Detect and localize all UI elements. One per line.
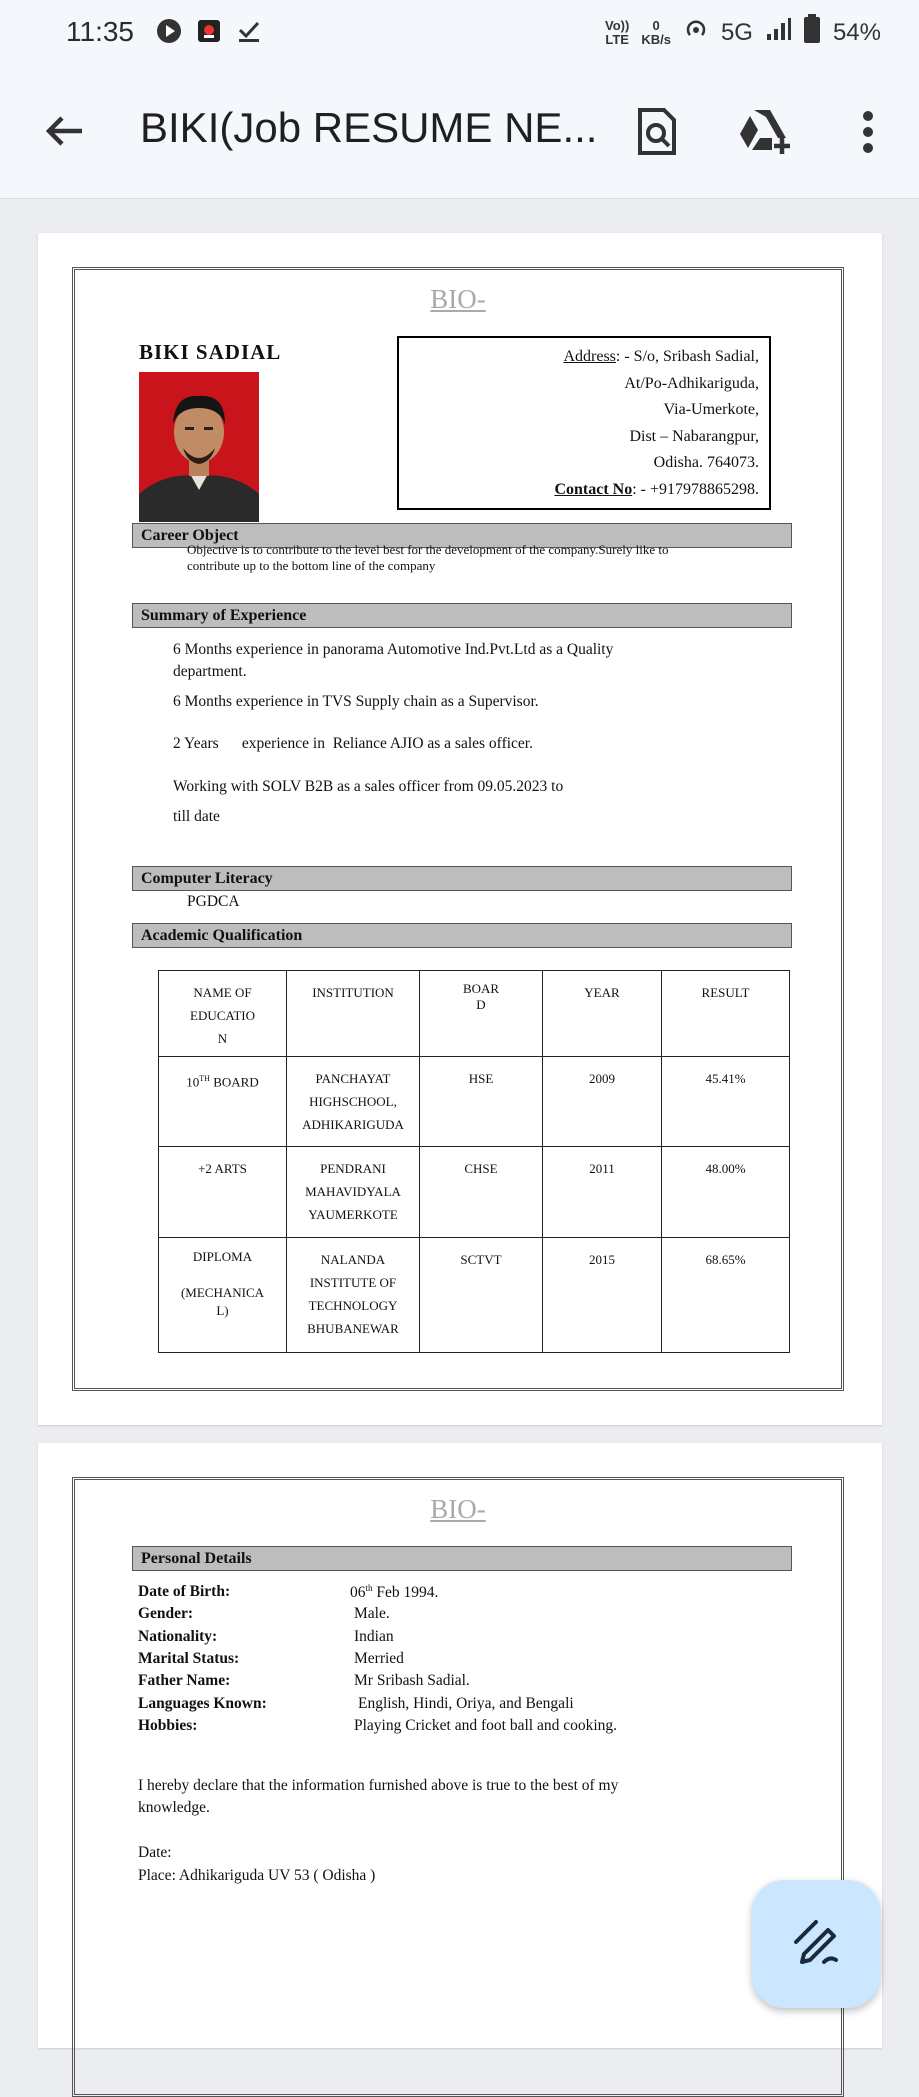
table-cell: +2 ARTS (159, 1147, 287, 1238)
address-line-3: Via-Umerkote, (663, 401, 759, 418)
app-toolbar (0, 68, 919, 199)
detail-row-dob: Date of Birth: 06th Feb 1994. (138, 1583, 439, 1602)
check-download-icon (236, 18, 262, 44)
table-row (159, 1057, 790, 1147)
academic-heading: Academic Qualification (132, 923, 792, 948)
document-title: BIKI(Job RESUME NE... (140, 104, 598, 151)
table-cell: HSE (420, 1057, 543, 1147)
back-arrow-icon[interactable] (42, 108, 88, 154)
detail-row-hobbies: Hobbies: Playing Cricket and foot ball and cooking. (138, 1717, 618, 1734)
date-label: Date: (138, 1844, 172, 1861)
declaration-text: I hereby declare that the information furnished above is true to the best of my knowledge. (138, 1777, 619, 1816)
address-line-2: At/Po-Adhikariguda, (624, 374, 759, 392)
experience-item-3: 2 Years experience in Reliance AJIO as a sales officer. (173, 735, 533, 752)
address-box (397, 336, 771, 510)
table-cell: 45.41% (662, 1057, 790, 1147)
status-time: 11:35 (66, 16, 134, 47)
profile-photo (139, 372, 259, 522)
status-right-group (605, 14, 881, 51)
computer-literacy-value: PGDCA (187, 893, 240, 910)
table-cell: 10TH BOARD (159, 1057, 287, 1147)
app-notification-icon (196, 18, 222, 44)
table-row (159, 1238, 790, 1353)
summary-heading: Summary of Experience (132, 603, 792, 628)
table-cell: SCTVT (420, 1238, 543, 1353)
table-cell: DIPLOMA (MECHANICA L) (159, 1238, 287, 1353)
table-cell: NALANDA INSTITUTE OF TECHNOLOGY BHUBANEWAR (287, 1238, 420, 1353)
address-line-1: : - S/o, Sribash Sadial, (615, 348, 759, 365)
computer-literacy-heading: Computer Literacy (132, 866, 792, 891)
page-border (72, 1477, 844, 2097)
experience-item-1: 6 Months experience in panorama Automotive Ind.Pvt.Ltd as a Quality department. (173, 641, 614, 680)
personal-details-heading: Personal Details (132, 1546, 792, 1571)
bio-heading: BIO- (430, 1494, 486, 1524)
bio-heading: BIO- (430, 284, 486, 314)
status-bar (0, 0, 919, 68)
place-text: Place: Adhikariguda UV 53 ( Odisha ) (138, 1867, 376, 1884)
edit-fab-button[interactable] (752, 1880, 880, 2008)
experience-item-2: 6 Months experience in TVS Supply chain as a Supervisor. (173, 693, 539, 710)
detail-row-marital-status: Marital Status: Merried (138, 1650, 404, 1667)
table-cell: 2011 (543, 1147, 662, 1238)
table-header-cell: BOAR D (420, 971, 543, 1057)
contact-label: Contact No (554, 480, 633, 498)
career-object-heading: Career Object (132, 523, 792, 548)
table-cell: 48.00% (662, 1147, 790, 1238)
status-notification-icons (156, 18, 262, 44)
detail-row-gender: Gender: Male. (138, 1605, 390, 1622)
volte-indicator: Vo)) LTE (605, 17, 630, 47)
play-icon (156, 18, 182, 44)
add-to-drive-icon[interactable] (738, 104, 794, 160)
contact-value: : - +917978865298. (632, 480, 759, 498)
candidate-name: BIKI SADIAL (139, 340, 282, 364)
network-speed: 0 KB/s (641, 17, 671, 47)
table-cell: PENDRANI MAHAVIDYALA YAUMERKOTE (287, 1147, 420, 1238)
address-label: Address (563, 348, 616, 365)
table-header-cell: NAME OF EDUCATIO N (159, 971, 287, 1057)
career-objective-text: Objective is to contribute to the level best for the development of the company.Surely like to contribute up to the bottom line of the company (187, 542, 669, 573)
table-header-cell: YEAR (543, 971, 662, 1057)
address-line-4: Dist – Nabarangpur, (629, 427, 759, 445)
page-border (72, 267, 844, 1391)
signal-icon (765, 17, 791, 48)
table-header-row (159, 971, 790, 1057)
table-row (159, 1147, 790, 1238)
table-cell: CHSE (420, 1147, 543, 1238)
detail-row-languages: Languages Known: English, Hindi, Oriya, and Bengali (138, 1695, 574, 1712)
table-cell: 2009 (543, 1057, 662, 1147)
table-cell: 68.65% (662, 1238, 790, 1353)
document-page-1 (38, 233, 882, 1425)
detail-row-father-name: Father Name: Mr Sribash Sadial. (138, 1672, 470, 1689)
edit-pen-icon (790, 1916, 842, 1973)
search-document-icon[interactable] (628, 104, 684, 160)
network-type: 5G (720, 18, 753, 46)
table-header-cell: RESULT (662, 971, 790, 1057)
table-cell: 2015 (543, 1238, 662, 1353)
academic-table (158, 970, 790, 1353)
battery-icon (803, 14, 821, 51)
address-line-5: Odisha. 764073. (653, 454, 759, 471)
table-cell: PANCHAYAT HIGHSCHOOL, ADHIKARIGUDA (287, 1057, 420, 1147)
experience-item-4-line-2: till date (173, 808, 220, 825)
table-header-cell: INSTITUTION (287, 971, 420, 1057)
experience-item-4-line-1: Working with SOLV B2B as a sales officer from 09.05.2023 to (173, 778, 564, 795)
detail-row-nationality: Nationality: Indian (138, 1628, 394, 1645)
battery-percent: 54% (832, 18, 881, 46)
more-vert-icon[interactable] (840, 104, 896, 160)
hotspot-icon (683, 16, 709, 49)
